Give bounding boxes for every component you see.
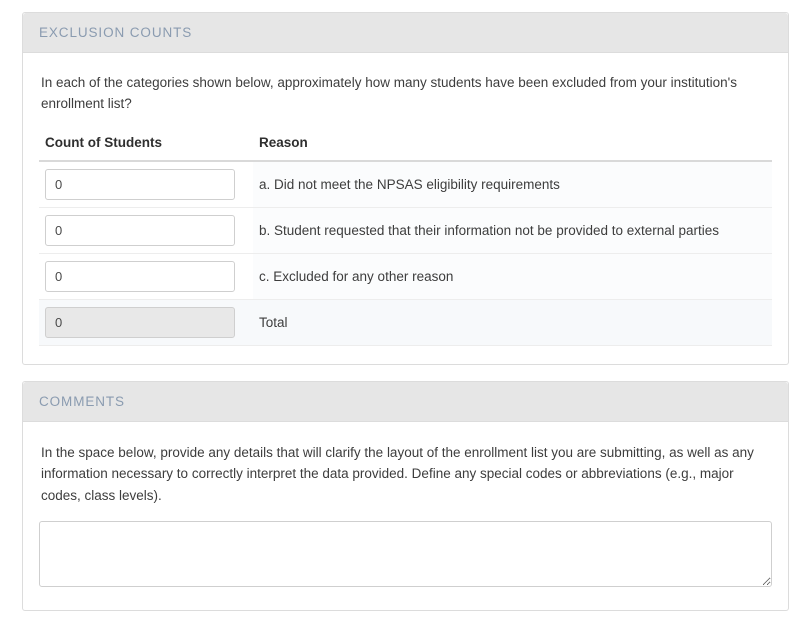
exclusion-counts-body — [23, 53, 788, 364]
column-header-count: Count of Students — [39, 129, 253, 161]
exclusion-total-input — [45, 307, 235, 338]
exclusion-counts-title: EXCLUSION COUNTS — [39, 25, 193, 40]
exclusion-counts-panel — [22, 12, 789, 365]
total-label-cell: Total — [253, 299, 772, 345]
table-row-total — [39, 299, 772, 345]
comments-title: COMMENTS — [39, 393, 125, 409]
exclusion-counts-header — [23, 13, 788, 53]
table-body — [39, 161, 772, 346]
count-cell — [39, 207, 253, 253]
count-cell — [39, 161, 253, 208]
table-row — [39, 253, 772, 299]
comments-body — [23, 422, 788, 610]
comments-intro-text: In the space below, provide any details that will clarify the layout of the enrollment list you are submitting, as well as any information necessary to correctly interpret the data provided. Define any special codes or abbreviations (e.g., major codes, class levels). — [41, 444, 754, 504]
exclusion-count-input-c[interactable] — [45, 261, 235, 292]
table-row — [39, 161, 772, 208]
count-cell — [39, 253, 253, 299]
exclusion-count-input-b[interactable] — [45, 215, 235, 246]
comments-textarea[interactable] — [39, 521, 772, 587]
comments-header — [23, 382, 788, 422]
exclusion-intro-text: In each of the categories shown below, approximately how many students have been excluded from your institution's enrollment list? — [41, 75, 737, 111]
exclusion-counts-table — [39, 129, 772, 346]
total-count-cell — [39, 299, 253, 345]
reason-cell: c. Excluded for any other reason — [253, 253, 772, 299]
table-header-row — [39, 129, 772, 161]
reason-cell: a. Did not meet the NPSAS eligibility requirements — [253, 161, 772, 208]
exclusion-count-input-a[interactable] — [45, 169, 235, 200]
table-head — [39, 129, 772, 161]
table-row — [39, 207, 772, 253]
reason-cell: b. Student requested that their information not be provided to external parties — [253, 207, 772, 253]
column-header-reason: Reason — [253, 129, 772, 161]
comments-panel — [22, 381, 789, 611]
